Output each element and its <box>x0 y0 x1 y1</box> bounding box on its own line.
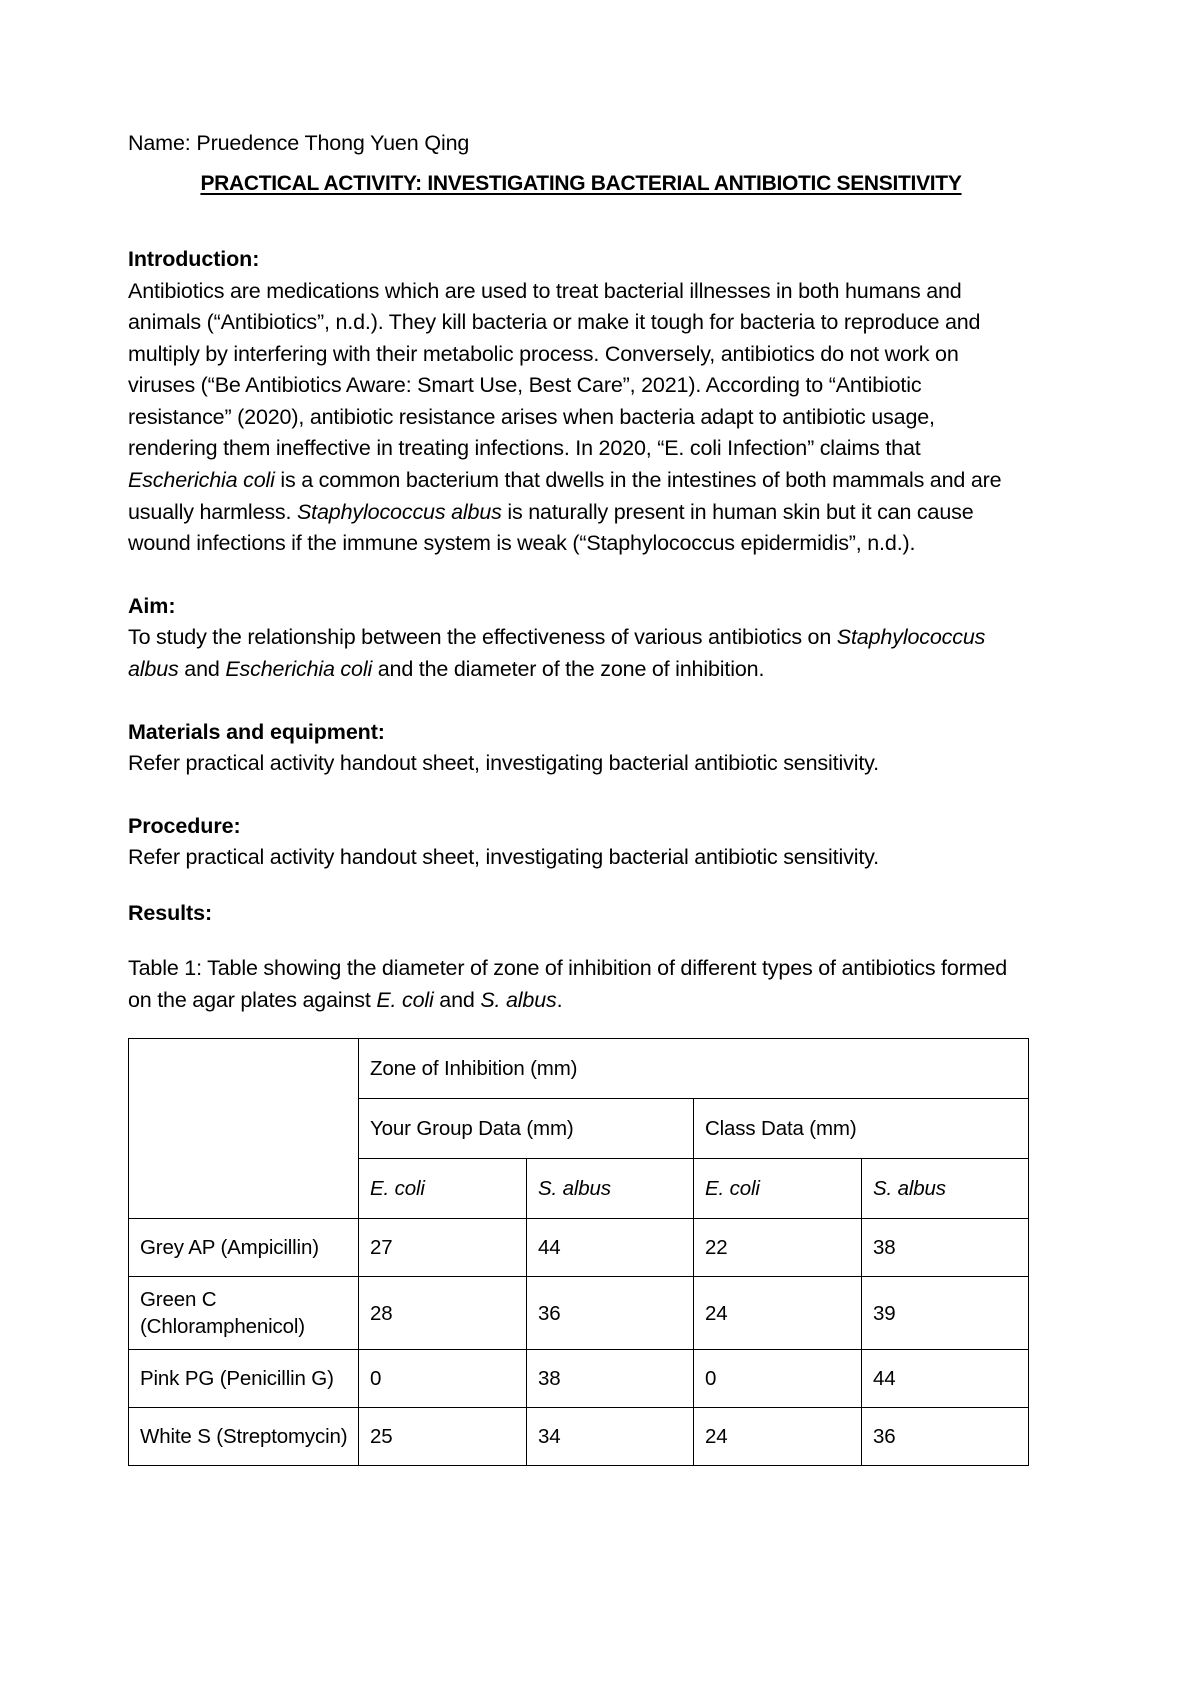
table-cell-class-salbus: 39 <box>862 1277 1029 1350</box>
table-cell-group-ecoli: 0 <box>359 1350 527 1408</box>
table-row-label: Pink PG (Penicillin G) <box>129 1350 359 1408</box>
table-row <box>129 1350 1029 1408</box>
table-row <box>129 1408 1029 1466</box>
table-cell-class-ecoli: 0 <box>694 1350 862 1408</box>
table-cell-group-salbus: 38 <box>527 1350 694 1408</box>
table-row-label: White S (Streptomycin) <box>129 1408 359 1466</box>
table-cell-group-salbus: 36 <box>527 1277 694 1350</box>
table-header-species-group-ecoli: E. coli <box>359 1159 527 1219</box>
table-row <box>129 1219 1029 1277</box>
table-cell-class-ecoli: 22 <box>694 1219 862 1277</box>
table-row-label: Grey AP (Ampicillin) <box>129 1219 359 1277</box>
table-cell-group-ecoli: 28 <box>359 1277 527 1350</box>
table-cell-group-salbus: 44 <box>527 1219 694 1277</box>
materials-heading: Materials and equipment: <box>128 719 385 744</box>
table-header-species-class-ecoli: E. coli <box>694 1159 862 1219</box>
table-cell-group-ecoli: 27 <box>359 1219 527 1277</box>
aim-heading: Aim: <box>128 593 176 618</box>
procedure-body: Refer practical activity handout sheet, investigating bacterial antibiotic sensitivity. <box>128 845 879 870</box>
table-cell-class-salbus: 44 <box>862 1350 1029 1408</box>
results-table <box>128 1038 1029 1466</box>
table-cell-group-salbus: 34 <box>527 1408 694 1466</box>
results-heading: Results: <box>128 900 213 925</box>
table-header-row-zone <box>129 1039 1029 1099</box>
table-cell-class-salbus: 36 <box>862 1408 1029 1466</box>
table-header-species-group-salbus: S. albus <box>527 1159 694 1219</box>
introduction-heading: Introduction: <box>128 247 260 271</box>
table-cell-class-ecoli: 24 <box>694 1408 862 1466</box>
table-header-your-group-data: Your Group Data (mm) <box>359 1099 694 1159</box>
table-corner-cell <box>129 1039 359 1219</box>
table-row-label: Green C (Chloramphenicol) <box>129 1277 359 1350</box>
table-cell-class-ecoli: 24 <box>694 1277 862 1350</box>
table-header-class-data: Class Data (mm) <box>694 1099 1029 1159</box>
procedure-heading: Procedure: <box>128 813 241 838</box>
results-table-wrapper <box>128 1038 1028 1466</box>
table-row <box>129 1277 1029 1350</box>
table-caption: Table 1: Table showing the diameter of zone of inhibition of different types of antibiotics formed on the agar plates against E. coli and S. albus. <box>128 956 1008 1012</box>
page-title: PRACTICAL ACTIVITY: INVESTIGATING BACTERIAL ANTIBIOTIC SENSITIVITY <box>200 172 962 195</box>
materials-body: Refer practical activity handout sheet, investigating bacterial antibiotic sensitivity. <box>128 751 879 776</box>
student-name-line: Name: Pruedence Thong Yuen Qing <box>128 131 470 155</box>
aim-body: To study the relationship between the effectiveness of various antibiotics on Staphylococcus albus and Escherichia coli and the diameter of the zone of inhibition. <box>128 625 986 681</box>
table-header-species-class-salbus: S. albus <box>862 1159 1029 1219</box>
table-cell-group-ecoli: 25 <box>359 1408 527 1466</box>
introduction-body: Antibiotics are medications which are used to treat bacterial illnesses in both humans and animals (“Antibiotics”, n.d.). They kill bacteria or make it tough for bacteria to reproduce and multiply by interfering with their metabolic process. Conversely, antibiotics do not work on viruses (“Be Antibiotics Aware: Smart Use, Best Care”, 2021). According to “Antibiotic resistance” (2020), antibiotic resistance arises when bacteria adapt to antibiotic usage, rendering them ineffective in treating infections. In 2020, “E. coli Infection” claims that Escherichia coli is a common bacterium that dwells in the intestines of both mammals and are usually harmless. Staphylococcus albus is naturally present in human skin but it can cause wound infections if the immune system is weak (“Staphylococcus epidermidis”, n.d.). <box>128 278 1002 556</box>
table-cell-class-salbus: 38 <box>862 1219 1029 1277</box>
table-header-zone-of-inhibition: Zone of Inhibition (mm) <box>359 1039 1029 1099</box>
document-content <box>128 128 1028 1466</box>
